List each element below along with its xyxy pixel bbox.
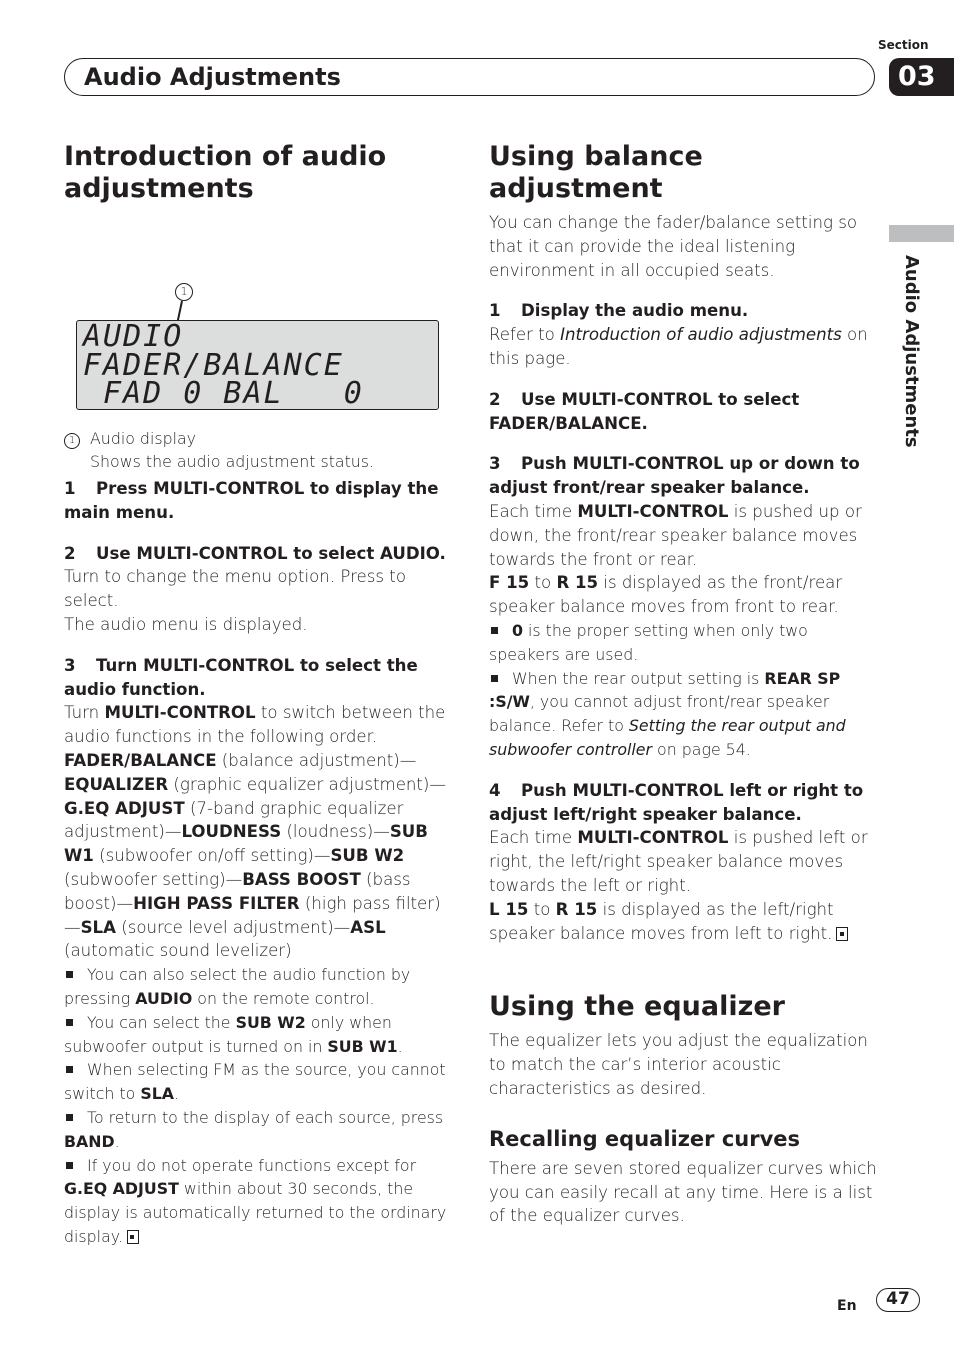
caption-marker: 1 xyxy=(64,433,80,449)
caption-text: Shows the audio adjustment status. xyxy=(90,452,375,471)
balance-step-1-body: Refer to Introduction of audio adjustments on this page. xyxy=(489,325,868,368)
equalizer-heading: Using the equalizer xyxy=(489,991,785,1023)
balance-heading: Using balance adjustment xyxy=(489,141,703,204)
step-2-result: The audio menu is displayed. xyxy=(64,614,308,634)
language-code: En xyxy=(837,1298,857,1314)
bullet-icon xyxy=(66,971,73,978)
step-3: 3 Turn MULTI-CONTROL to select the audio function. xyxy=(64,655,418,699)
balance-step-4-range: L 15 to R 15 is displayed as the left/right speaker balance moves from left to right. xyxy=(489,898,879,946)
lcd-line-3: FAD 0 BAL 0 xyxy=(83,376,364,411)
caption-title: Audio display xyxy=(90,429,197,448)
section-label: Section xyxy=(878,38,929,52)
note-remote-audio: You can also select the audio function by pressing AUDIO on the remote control. xyxy=(64,965,411,1008)
bullet-icon xyxy=(491,675,498,682)
display-caption xyxy=(64,427,374,473)
page-number: 47 xyxy=(876,1288,920,1312)
note-sub-w2: You can select the SUB W2 only when subwoofer output is turned on in SUB W1. xyxy=(64,1012,403,1056)
lcd-illustration xyxy=(64,205,454,471)
audio-function-order: FADER/BALANCE (balance adjustment)—EQUALIZER (graphic equalizer adjustment)—G.EQ ADJUST (7-band graphic equalizer adjustment)—LOUDNESS (loudness)—SUB W1 (subwoofer on/off setting)—SUB W2 (subwoofer setting)—BASS BOOST (bass boost)—HIGH PASS FILTER (high pass filter)—SLA (source level adjustment)—ASL (automatic sound levelizer) xyxy=(64,750,447,961)
note-band: To return to the display of each source, press BAND. xyxy=(64,1107,444,1151)
section-number-tab: 03 xyxy=(889,58,954,96)
side-tab-label: Audio Adjustments xyxy=(901,255,922,448)
lcd-line-2: FADER/BALANCE xyxy=(83,347,344,383)
callout-marker: 1 xyxy=(175,283,193,301)
step-2-body: Turn to change the menu option. Press to select. xyxy=(64,567,406,611)
note-rear-output: When the rear output setting is REAR SP :S/W, you cannot adjust front/rear speaker balance. Refer to Setting the rear output and subwoofer controller on page 54. xyxy=(489,668,846,759)
balance-step-3: 3 Push MULTI-CONTROL up or down to adjust front/rear speaker balance. xyxy=(489,454,860,498)
equalizer-intro: The equalizer lets you adjust the equalization to match the car’s interior acoustic characteristics as desired. xyxy=(489,1031,868,1098)
note-zero-setting: 0 is the proper setting when only two speakers are used. xyxy=(489,620,808,664)
step-3-body: Turn MULTI-CONTROL to switch between the audio functions in the following order. xyxy=(64,703,446,747)
bullet-icon xyxy=(66,1066,73,1073)
balance-step-3-body: Each time MULTI-CONTROL is pushed up or down, the front/rear speaker balance moves towards the front or rear. xyxy=(489,501,862,569)
bullet-icon xyxy=(491,627,498,634)
bullet-icon xyxy=(66,1019,73,1026)
bullet-icon xyxy=(66,1114,73,1121)
bullet-icon xyxy=(66,1162,73,1169)
end-of-section-icon xyxy=(127,1230,139,1244)
step-2: 2 Use MULTI-CONTROL to select AUDIO. xyxy=(64,543,446,563)
side-tab-marker xyxy=(889,225,954,242)
audio-display xyxy=(76,320,439,410)
balance-step-4-body: Each time MULTI-CONTROL is pushed left or right, the left/right speaker balance moves towards the left or right. xyxy=(489,828,868,895)
lcd-line-1: AUDIO xyxy=(83,319,184,354)
balance-step-3-range: F 15 to R 15 is displayed as the front/rear speaker balance moves from front to rear. xyxy=(489,573,843,617)
step-1: 1 Press MULTI-CONTROL to display the main menu. xyxy=(64,479,439,522)
note-timeout: If you do not operate functions except for G.EQ ADJUST within about 30 seconds, the display is automatically returned to the ordinary display. xyxy=(64,1155,447,1246)
recall-curves-text: There are seven stored equalizer curves which you can easily recall at any time. Here is a list of the equalizer curves. xyxy=(489,1158,877,1226)
balance-intro: You can change the fader/balance setting so that it can provide the ideal listening environment in all occupied seats. xyxy=(489,213,858,280)
balance-step-2: 2 Use MULTI-CONTROL to select FADER/BALANCE. xyxy=(489,389,800,433)
end-of-section-icon xyxy=(836,927,848,941)
right-column xyxy=(489,141,879,1228)
note-fm-sla: When selecting FM as the source, you cannot switch to SLA. xyxy=(64,1060,446,1104)
balance-step-4: 4 Push MULTI-CONTROL left or right to adjust left/right speaker balance. xyxy=(489,780,864,824)
intro-heading: Introduction of audio adjustments xyxy=(64,141,387,204)
recall-curves-heading: Recalling equalizer curves xyxy=(489,1126,801,1151)
chapter-title: Audio Adjustments xyxy=(84,63,341,91)
left-column xyxy=(64,141,454,1249)
balance-step-1: 1 Display the audio menu. xyxy=(489,301,749,321)
